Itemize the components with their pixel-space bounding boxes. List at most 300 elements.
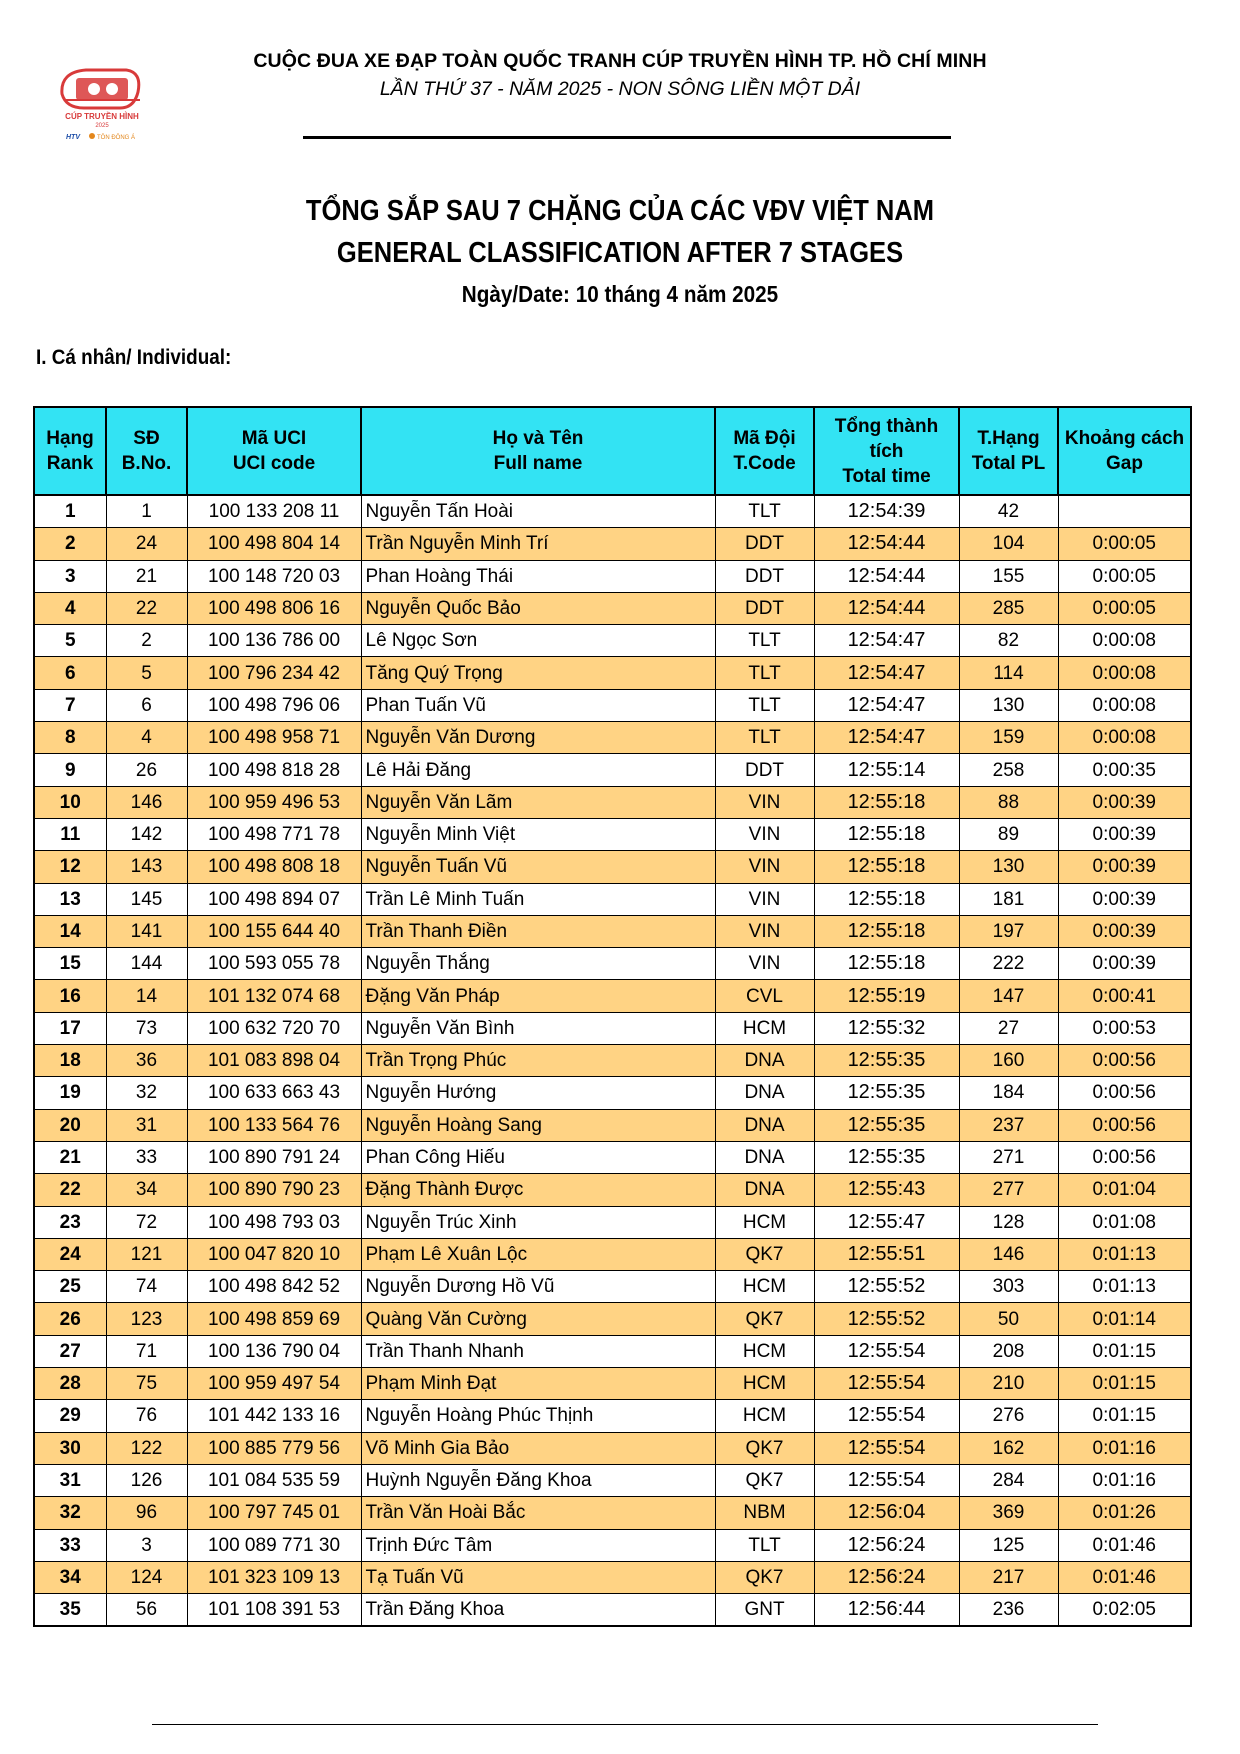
name-cell: Nguyễn Tuấn Vũ xyxy=(361,851,715,883)
name-cell: Trần Trọng Phúc xyxy=(361,1045,715,1077)
name-cell: Phan Tuấn Vũ xyxy=(361,689,715,721)
time-cell: 12:54:47 xyxy=(814,722,959,754)
team-cell: TLT xyxy=(715,689,814,721)
cup-logo-icon xyxy=(54,64,150,144)
header-team-code xyxy=(715,407,814,495)
table-row xyxy=(34,1529,1191,1561)
name-cell: Nguyễn Hoàng Phúc Thịnh xyxy=(361,1400,715,1432)
team-cell: NBM xyxy=(715,1497,814,1529)
bib-cell: 3 xyxy=(106,1529,187,1561)
rank-cell: 31 xyxy=(34,1464,106,1496)
bib-cell: 6 xyxy=(106,689,187,721)
time-cell: 12:56:24 xyxy=(814,1529,959,1561)
uci-cell: 101 132 074 68 xyxy=(187,980,361,1012)
bib-cell: 76 xyxy=(106,1400,187,1432)
header-bib-number-line: SĐ xyxy=(133,428,160,449)
time-cell: 12:55:51 xyxy=(814,1238,959,1270)
rank-cell: 20 xyxy=(34,1109,106,1141)
title-english: GENERAL CLASSIFICATION AFTER 7 STAGES xyxy=(336,237,904,269)
bib-cell: 33 xyxy=(106,1141,187,1173)
table-row xyxy=(34,495,1191,528)
time-cell: 12:55:19 xyxy=(814,980,959,1012)
total-pl-cell: 181 xyxy=(959,883,1058,915)
gap-cell: 0:00:05 xyxy=(1058,592,1191,624)
table-row xyxy=(34,1368,1191,1400)
name-cell: Tăng Quý Trọng xyxy=(361,657,715,689)
time-cell: 12:55:32 xyxy=(814,1012,959,1044)
table-row xyxy=(34,980,1191,1012)
gap-cell: 0:00:39 xyxy=(1058,818,1191,850)
table-row xyxy=(34,1238,1191,1270)
header-total-pl xyxy=(959,407,1058,495)
uci-cell: 100 498 771 78 xyxy=(187,818,361,850)
name-cell: Phạm Minh Đạt xyxy=(361,1368,715,1400)
total-pl-cell: 146 xyxy=(959,1238,1058,1270)
bib-cell: 36 xyxy=(106,1045,187,1077)
name-cell: Nguyễn Hoàng Sang xyxy=(361,1109,715,1141)
rank-cell: 21 xyxy=(34,1141,106,1173)
total-pl-cell: 128 xyxy=(959,1206,1058,1238)
uci-cell: 100 885 779 56 xyxy=(187,1432,361,1464)
bib-cell: 122 xyxy=(106,1432,187,1464)
uci-cell: 101 084 535 59 xyxy=(187,1464,361,1496)
header-uci-code xyxy=(187,407,361,495)
bib-cell: 75 xyxy=(106,1368,187,1400)
rank-cell: 19 xyxy=(34,1077,106,1109)
table-row xyxy=(34,1400,1191,1432)
bib-cell: 4 xyxy=(106,722,187,754)
total-pl-cell: 184 xyxy=(959,1077,1058,1109)
time-cell: 12:55:54 xyxy=(814,1368,959,1400)
rank-cell: 17 xyxy=(34,1012,106,1044)
header-full-name-line: Họ và Tên xyxy=(492,428,584,449)
time-cell: 12:55:52 xyxy=(814,1303,959,1335)
total-pl-cell: 27 xyxy=(959,1012,1058,1044)
team-cell: TLT xyxy=(715,495,814,528)
table-header xyxy=(34,407,1191,495)
uci-cell: 100 133 564 76 xyxy=(187,1109,361,1141)
table-row xyxy=(34,722,1191,754)
team-cell: DDT xyxy=(715,528,814,560)
rank-cell: 32 xyxy=(34,1497,106,1529)
header-rank xyxy=(34,407,106,495)
bib-cell: 143 xyxy=(106,851,187,883)
table-row xyxy=(34,1464,1191,1496)
gap-cell: 0:00:08 xyxy=(1058,722,1191,754)
name-cell: Trần Văn Hoài Bắc xyxy=(361,1497,715,1529)
header-gap xyxy=(1058,407,1191,495)
table-row xyxy=(34,1432,1191,1464)
table-row xyxy=(34,883,1191,915)
uci-cell: 100 498 806 16 xyxy=(187,592,361,624)
time-cell: 12:55:54 xyxy=(814,1335,959,1367)
team-cell: TLT xyxy=(715,1529,814,1561)
bib-cell: 123 xyxy=(106,1303,187,1335)
uci-cell: 100 890 791 24 xyxy=(187,1141,361,1173)
total-pl-cell: 130 xyxy=(959,851,1058,883)
bib-cell: 22 xyxy=(106,592,187,624)
rank-cell: 15 xyxy=(34,948,106,980)
total-pl-cell: 284 xyxy=(959,1464,1058,1496)
time-cell: 12:56:04 xyxy=(814,1497,959,1529)
team-cell: HCM xyxy=(715,1206,814,1238)
header-bib-number xyxy=(106,407,187,495)
uci-cell: 100 136 790 04 xyxy=(187,1335,361,1367)
team-cell: VIN xyxy=(715,818,814,850)
gap-cell: 0:00:56 xyxy=(1058,1077,1191,1109)
rank-cell: 27 xyxy=(34,1335,106,1367)
total-pl-cell: 125 xyxy=(959,1529,1058,1561)
header-uci-code-line: UCI code xyxy=(232,453,316,474)
rank-cell: 10 xyxy=(34,786,106,818)
bib-cell: 141 xyxy=(106,915,187,947)
logo-sponsor-tda: TÔN ĐÔNG Á xyxy=(97,135,136,141)
bib-cell: 1 xyxy=(106,495,187,528)
gap-cell xyxy=(1058,495,1191,528)
time-cell: 12:55:54 xyxy=(814,1432,959,1464)
table-row xyxy=(34,1594,1191,1627)
time-cell: 12:55:35 xyxy=(814,1109,959,1141)
gap-cell: 0:01:46 xyxy=(1058,1561,1191,1593)
team-cell: QK7 xyxy=(715,1303,814,1335)
gap-cell: 0:00:39 xyxy=(1058,948,1191,980)
event-title: CUỘC ĐUA XE ĐẠP TOÀN QUỐC TRANH CÚP TRUYỀN HÌNH TP. HỒ CHÍ MINH xyxy=(253,50,987,72)
name-cell: Nguyễn Trúc Xinh xyxy=(361,1206,715,1238)
gap-cell: 0:02:05 xyxy=(1058,1594,1191,1627)
header-total-time-line: tích xyxy=(869,440,904,462)
uci-cell: 100 498 894 07 xyxy=(187,883,361,915)
team-cell: DDT xyxy=(715,560,814,592)
rank-cell: 7 xyxy=(34,689,106,721)
header-rank-line: Hạng xyxy=(46,428,94,449)
name-cell: Trần Đăng Khoa xyxy=(361,1594,715,1627)
team-cell: VIN xyxy=(715,915,814,947)
bib-cell: 72 xyxy=(106,1206,187,1238)
total-pl-cell: 217 xyxy=(959,1561,1058,1593)
team-cell: DNA xyxy=(715,1174,814,1206)
total-pl-cell: 285 xyxy=(959,592,1058,624)
table-row xyxy=(34,818,1191,850)
team-cell: VIN xyxy=(715,851,814,883)
rank-cell: 4 xyxy=(34,592,106,624)
team-cell: DNA xyxy=(715,1045,814,1077)
header-total-time xyxy=(814,407,959,495)
rank-cell: 13 xyxy=(34,883,106,915)
gap-cell: 0:01:26 xyxy=(1058,1497,1191,1529)
total-pl-cell: 237 xyxy=(959,1109,1058,1141)
gap-cell: 0:00:35 xyxy=(1058,754,1191,786)
rank-cell: 23 xyxy=(34,1206,106,1238)
header-gap-line: Gap xyxy=(1106,453,1143,474)
name-cell: Phan Hoàng Thái xyxy=(361,560,715,592)
total-pl-cell: 303 xyxy=(959,1271,1058,1303)
bib-cell: 71 xyxy=(106,1335,187,1367)
team-cell: DDT xyxy=(715,592,814,624)
gap-cell: 0:01:08 xyxy=(1058,1206,1191,1238)
name-cell: Nguyễn Dương Hồ Vũ xyxy=(361,1271,715,1303)
uci-cell: 100 155 644 40 xyxy=(187,915,361,947)
name-cell: Quàng Văn Cường xyxy=(361,1303,715,1335)
uci-cell: 100 498 804 14 xyxy=(187,528,361,560)
team-cell: DNA xyxy=(715,1109,814,1141)
table-row xyxy=(34,1335,1191,1367)
logo-year: 2025 xyxy=(95,123,109,129)
time-cell: 12:54:47 xyxy=(814,657,959,689)
bib-cell: 121 xyxy=(106,1238,187,1270)
table-row xyxy=(34,1141,1191,1173)
rank-cell: 3 xyxy=(34,560,106,592)
event-logo xyxy=(54,64,150,144)
total-pl-cell: 50 xyxy=(959,1303,1058,1335)
name-cell: Nguyễn Hướng xyxy=(361,1077,715,1109)
name-cell: Lê Hải Đăng xyxy=(361,754,715,786)
gap-cell: 0:01:16 xyxy=(1058,1432,1191,1464)
rank-cell: 33 xyxy=(34,1529,106,1561)
table-row xyxy=(34,1045,1191,1077)
table-row xyxy=(34,1271,1191,1303)
header-divider xyxy=(303,136,951,139)
bib-cell: 21 xyxy=(106,560,187,592)
gap-cell: 0:00:56 xyxy=(1058,1109,1191,1141)
gap-cell: 0:01:15 xyxy=(1058,1400,1191,1432)
name-cell: Lê Ngọc Sơn xyxy=(361,625,715,657)
table-row xyxy=(34,625,1191,657)
gap-cell: 0:01:04 xyxy=(1058,1174,1191,1206)
name-cell: Tạ Tuấn Vũ xyxy=(361,1561,715,1593)
gap-cell: 0:00:39 xyxy=(1058,883,1191,915)
time-cell: 12:55:18 xyxy=(814,851,959,883)
uci-cell: 100 632 720 70 xyxy=(187,1012,361,1044)
total-pl-cell: 236 xyxy=(959,1594,1058,1627)
header-bib-number-line: B.No. xyxy=(121,453,172,474)
time-cell: 12:55:18 xyxy=(814,818,959,850)
team-cell: HCM xyxy=(715,1368,814,1400)
total-pl-cell: 258 xyxy=(959,754,1058,786)
logo-text: CÚP TRUYỀN HÌNH xyxy=(65,112,139,121)
uci-cell: 100 498 796 06 xyxy=(187,689,361,721)
table-row xyxy=(34,1206,1191,1238)
gap-cell: 0:01:16 xyxy=(1058,1464,1191,1496)
team-cell: VIN xyxy=(715,948,814,980)
total-pl-cell: 222 xyxy=(959,948,1058,980)
time-cell: 12:54:44 xyxy=(814,560,959,592)
header-full-name-line: Full name xyxy=(493,453,583,474)
uci-cell: 100 633 663 43 xyxy=(187,1077,361,1109)
bib-cell: 144 xyxy=(106,948,187,980)
team-cell: HCM xyxy=(715,1012,814,1044)
time-cell: 12:56:44 xyxy=(814,1594,959,1627)
total-pl-cell: 276 xyxy=(959,1400,1058,1432)
table-row xyxy=(34,1174,1191,1206)
uci-cell: 101 442 133 16 xyxy=(187,1400,361,1432)
total-pl-cell: 197 xyxy=(959,915,1058,947)
total-pl-cell: 277 xyxy=(959,1174,1058,1206)
total-pl-cell: 155 xyxy=(959,560,1058,592)
gap-cell: 0:00:39 xyxy=(1058,786,1191,818)
total-pl-cell: 130 xyxy=(959,689,1058,721)
gap-cell: 0:00:39 xyxy=(1058,915,1191,947)
uci-cell: 100 796 234 42 xyxy=(187,657,361,689)
time-cell: 12:54:44 xyxy=(814,592,959,624)
uci-cell: 100 593 055 78 xyxy=(187,948,361,980)
team-cell: QK7 xyxy=(715,1464,814,1496)
bib-cell: 96 xyxy=(106,1497,187,1529)
header-uci-code-line: Mã UCI xyxy=(241,428,307,449)
time-cell: 12:55:35 xyxy=(814,1077,959,1109)
gap-cell: 0:01:13 xyxy=(1058,1238,1191,1270)
uci-cell: 100 047 820 10 xyxy=(187,1238,361,1270)
event-subtitle: LẦN THỨ 37 - NĂM 2025 - NON SÔNG LIỀN MỘT DẢI xyxy=(379,78,861,100)
team-cell: VIN xyxy=(715,883,814,915)
name-cell: Nguyễn Quốc Bảo xyxy=(361,592,715,624)
uci-cell: 100 133 208 11 xyxy=(187,495,361,528)
title-vietnamese: TỔNG SẮP SAU 7 CHẶNG CỦA CÁC VĐV VIỆT NAM xyxy=(305,195,935,227)
team-cell: GNT xyxy=(715,1594,814,1627)
table-row xyxy=(34,592,1191,624)
table-row xyxy=(34,528,1191,560)
table-row xyxy=(34,851,1191,883)
total-pl-cell: 369 xyxy=(959,1497,1058,1529)
table-row xyxy=(34,915,1191,947)
bib-cell: 145 xyxy=(106,883,187,915)
rank-cell: 24 xyxy=(34,1238,106,1270)
gap-cell: 0:00:05 xyxy=(1058,560,1191,592)
header-gap-line: Khoảng cách xyxy=(1064,428,1185,449)
total-pl-cell: 42 xyxy=(959,495,1058,528)
uci-cell: 100 498 808 18 xyxy=(187,851,361,883)
team-cell: QK7 xyxy=(715,1432,814,1464)
uci-cell: 100 959 496 53 xyxy=(187,786,361,818)
table-row xyxy=(34,754,1191,786)
time-cell: 12:55:43 xyxy=(814,1174,959,1206)
total-pl-cell: 162 xyxy=(959,1432,1058,1464)
gap-cell: 0:01:15 xyxy=(1058,1368,1191,1400)
total-pl-cell: 160 xyxy=(959,1045,1058,1077)
uci-cell: 100 089 771 30 xyxy=(187,1529,361,1561)
name-cell: Phan Công Hiếu xyxy=(361,1141,715,1173)
total-pl-cell: 104 xyxy=(959,528,1058,560)
team-cell: DDT xyxy=(715,754,814,786)
gap-cell: 0:00:08 xyxy=(1058,689,1191,721)
bib-cell: 34 xyxy=(106,1174,187,1206)
bib-cell: 14 xyxy=(106,980,187,1012)
total-pl-cell: 89 xyxy=(959,818,1058,850)
uci-cell: 100 148 720 03 xyxy=(187,560,361,592)
uci-cell: 100 498 958 71 xyxy=(187,722,361,754)
time-cell: 12:55:47 xyxy=(814,1206,959,1238)
table-row xyxy=(34,1303,1191,1335)
team-cell: QK7 xyxy=(715,1561,814,1593)
time-cell: 12:54:47 xyxy=(814,689,959,721)
classification-table xyxy=(33,406,1192,1627)
bib-cell: 146 xyxy=(106,786,187,818)
name-cell: Nguyễn Minh Việt xyxy=(361,818,715,850)
gap-cell: 0:01:15 xyxy=(1058,1335,1191,1367)
team-cell: DNA xyxy=(715,1077,814,1109)
header-row xyxy=(34,407,1191,495)
time-cell: 12:55:18 xyxy=(814,883,959,915)
team-cell: TLT xyxy=(715,722,814,754)
name-cell: Nguyễn Văn Lãm xyxy=(361,786,715,818)
uci-cell: 100 797 745 01 xyxy=(187,1497,361,1529)
rank-cell: 34 xyxy=(34,1561,106,1593)
bib-cell: 74 xyxy=(106,1271,187,1303)
table-row xyxy=(34,786,1191,818)
uci-cell: 100 136 786 00 xyxy=(187,625,361,657)
total-pl-cell: 88 xyxy=(959,786,1058,818)
time-cell: 12:54:47 xyxy=(814,625,959,657)
table-row xyxy=(34,948,1191,980)
table-row xyxy=(34,1012,1191,1044)
table-row xyxy=(34,689,1191,721)
time-cell: 12:56:24 xyxy=(814,1561,959,1593)
bib-cell: 73 xyxy=(106,1012,187,1044)
team-cell: CVL xyxy=(715,980,814,1012)
total-pl-cell: 210 xyxy=(959,1368,1058,1400)
rank-cell: 16 xyxy=(34,980,106,1012)
header-total-pl-line: Total PL xyxy=(971,453,1046,474)
rank-cell: 11 xyxy=(34,818,106,850)
name-cell: Đặng Văn Pháp xyxy=(361,980,715,1012)
header-team-code-line: T.Code xyxy=(733,453,796,474)
table-row xyxy=(34,657,1191,689)
bib-cell: 56 xyxy=(106,1594,187,1627)
rank-cell: 28 xyxy=(34,1368,106,1400)
uci-cell: 100 890 790 23 xyxy=(187,1174,361,1206)
uci-cell: 100 498 859 69 xyxy=(187,1303,361,1335)
gap-cell: 0:00:41 xyxy=(1058,980,1191,1012)
table-row xyxy=(34,1497,1191,1529)
name-cell: Trần Thanh Nhanh xyxy=(361,1335,715,1367)
header-total-time-line: Tổng thành xyxy=(834,415,939,437)
team-cell: HCM xyxy=(715,1400,814,1432)
name-cell: Nguyễn Văn Bình xyxy=(361,1012,715,1044)
team-cell: QK7 xyxy=(715,1238,814,1270)
time-cell: 12:55:14 xyxy=(814,754,959,786)
rank-cell: 12 xyxy=(34,851,106,883)
time-cell: 12:54:39 xyxy=(814,495,959,528)
team-cell: VIN xyxy=(715,786,814,818)
document-header xyxy=(180,48,1060,104)
gap-cell: 0:00:05 xyxy=(1058,528,1191,560)
rank-cell: 14 xyxy=(34,915,106,947)
bib-cell: 124 xyxy=(106,1561,187,1593)
logo-sponsor-htv: HTV xyxy=(66,134,80,141)
name-cell: Nguyễn Tấn Hoài xyxy=(361,495,715,528)
table-row xyxy=(34,1077,1191,1109)
bib-cell: 5 xyxy=(106,657,187,689)
rank-cell: 35 xyxy=(34,1594,106,1627)
table-row xyxy=(34,1561,1191,1593)
header-full-name xyxy=(361,407,715,495)
gap-cell: 0:00:39 xyxy=(1058,851,1191,883)
rank-cell: 22 xyxy=(34,1174,106,1206)
gap-cell: 0:00:56 xyxy=(1058,1141,1191,1173)
bib-cell: 2 xyxy=(106,625,187,657)
rank-cell: 9 xyxy=(34,754,106,786)
time-cell: 12:55:18 xyxy=(814,915,959,947)
uci-cell: 101 323 109 13 xyxy=(187,1561,361,1593)
total-pl-cell: 147 xyxy=(959,980,1058,1012)
header-total-time-line: Total time xyxy=(842,465,931,487)
rank-cell: 18 xyxy=(34,1045,106,1077)
bib-cell: 142 xyxy=(106,818,187,850)
team-cell: HCM xyxy=(715,1271,814,1303)
bib-cell: 126 xyxy=(106,1464,187,1496)
header-team-code-line: Mã Đội xyxy=(733,428,796,449)
name-cell: Phạm Lê Xuân Lộc xyxy=(361,1238,715,1270)
rank-cell: 1 xyxy=(34,495,106,528)
